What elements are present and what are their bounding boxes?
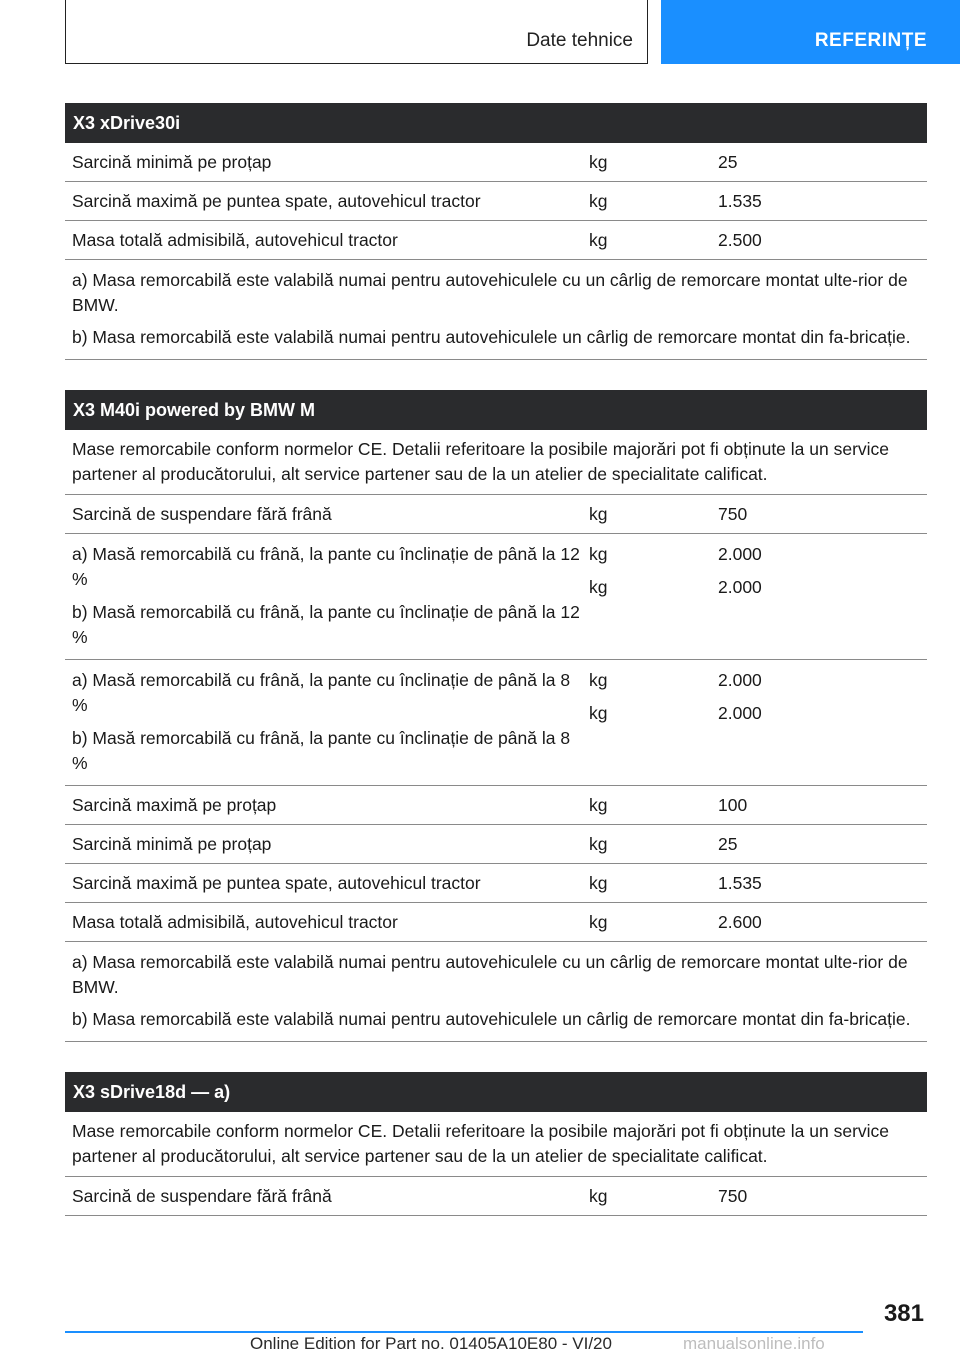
row-unit-b: kg bbox=[589, 577, 608, 597]
row-value: 100 bbox=[718, 794, 748, 815]
row-unit: kg bbox=[589, 190, 608, 211]
row-value: 1.535 bbox=[718, 190, 762, 211]
footnote-b: b) Masa remorcabilă este valabilă numai pentru autovehiculele un cârlig de remorcare montat din fa-bricație. bbox=[72, 327, 911, 347]
table-row bbox=[65, 143, 927, 182]
table-row bbox=[65, 903, 927, 942]
footnote-b: b) Masa remorcabilă este valabilă numai pentru autovehiculele un cârlig de remorcare montat din fa-bricație. bbox=[72, 1009, 911, 1029]
row-value-b: 2.000 bbox=[718, 703, 762, 723]
page-number: 381 bbox=[883, 1300, 924, 1327]
row-label-a: a) Masă remorcabilă cu frână, la pante cu înclinație de până la 12 % bbox=[72, 544, 580, 589]
section-x3-xdrive30i bbox=[65, 103, 927, 360]
table-row bbox=[65, 660, 927, 786]
page-header bbox=[0, 0, 960, 66]
row-value-a: 2.000 bbox=[718, 670, 762, 690]
row-label-b: b) Masă remorcabilă cu frână, la pante cu înclinație de până la 12 % bbox=[72, 602, 580, 647]
section-intro: Mase remorcabile conform normelor CE. Detalii referitoare la posibile majorări pot fi obținute la un service partener al producătorului, alt service partener sau de la un atelier de specialitate calificat. bbox=[65, 430, 927, 495]
footnote-a: a) Masa remorcabilă este valabilă numai pentru autovehiculele cu un cârlig de remorcare montat ulte-rior de BMW. bbox=[72, 952, 908, 997]
section-tab-label: Date tehnice bbox=[526, 30, 633, 51]
row-value: 2.500 bbox=[718, 229, 762, 250]
row-value: 25 bbox=[718, 833, 738, 854]
row-unit: kg bbox=[589, 1185, 608, 1206]
row-unit: kg bbox=[589, 911, 608, 932]
row-value: 750 bbox=[718, 1185, 748, 1206]
row-value bbox=[711, 542, 927, 600]
row-unit bbox=[582, 668, 711, 726]
chapter-tab-references[interactable] bbox=[661, 0, 960, 64]
row-unit: kg bbox=[589, 151, 608, 172]
row-label bbox=[65, 542, 582, 650]
row-unit bbox=[582, 542, 711, 600]
footer-divider bbox=[65, 1331, 863, 1333]
row-label: Sarcină de suspendare fără frână bbox=[72, 1185, 332, 1206]
row-label: Masa totală admisibilă, autovehicul tractor bbox=[72, 911, 398, 932]
footer-watermark: manualsonline.info bbox=[683, 1334, 825, 1353]
table-row bbox=[65, 495, 927, 534]
section-title: X3 M40i powered by BMW M bbox=[65, 390, 927, 430]
footer-edition: Online Edition for Part no. 01405A10E80 - VI/20 bbox=[250, 1334, 612, 1353]
section-intro: Mase remorcabile conform normelor CE. Detalii referitoare la posibile majorări pot fi obținute la un service partener al producătorului, alt service partener sau de la un atelier de specialitate calificat. bbox=[65, 1112, 927, 1177]
row-unit: kg bbox=[589, 872, 608, 893]
table-row bbox=[65, 786, 927, 825]
row-unit: kg bbox=[589, 229, 608, 250]
row-label: Masa totală admisibilă, autovehicul tractor bbox=[72, 229, 398, 250]
table-row bbox=[65, 825, 927, 864]
row-value-a: 2.000 bbox=[718, 544, 762, 564]
row-label: Sarcină minimă pe proțap bbox=[72, 151, 272, 172]
row-unit-a: kg bbox=[589, 544, 608, 564]
table-row bbox=[65, 221, 927, 260]
row-value bbox=[711, 668, 927, 726]
section-x3-sdrive18d bbox=[65, 1072, 927, 1216]
table-row bbox=[65, 864, 927, 903]
row-label: Sarcină maximă pe puntea spate, autovehicul tractor bbox=[72, 872, 481, 893]
row-unit: kg bbox=[589, 833, 608, 854]
table-row bbox=[65, 182, 927, 221]
row-label: Sarcină de suspendare fără frână bbox=[72, 503, 332, 524]
row-label: Sarcină maximă pe puntea spate, autovehicul tractor bbox=[72, 190, 481, 211]
table-row bbox=[65, 1177, 927, 1216]
row-value: 1.535 bbox=[718, 872, 762, 893]
table-row bbox=[65, 534, 927, 660]
row-value: 2.600 bbox=[718, 911, 762, 932]
row-label-b: b) Masă remorcabilă cu frână, la pante cu înclinație de până la 8 % bbox=[72, 728, 571, 773]
row-label bbox=[65, 668, 582, 776]
page-content bbox=[65, 103, 927, 1246]
section-x3-m40i bbox=[65, 390, 927, 1042]
chapter-tab-label: REFERINȚE bbox=[814, 30, 927, 51]
footnotes bbox=[65, 260, 927, 360]
row-value: 25 bbox=[718, 151, 738, 172]
row-label-a: a) Masă remorcabilă cu frână, la pante cu înclinație de până la 8 % bbox=[72, 670, 571, 715]
row-value: 750 bbox=[718, 503, 748, 524]
section-title: X3 xDrive30i bbox=[65, 103, 927, 143]
footnotes bbox=[65, 942, 927, 1042]
row-label: Sarcină minimă pe proțap bbox=[72, 833, 272, 854]
row-unit-b: kg bbox=[589, 703, 608, 723]
section-tab-technical-data[interactable] bbox=[65, 0, 648, 64]
row-label: Sarcină maximă pe proțap bbox=[72, 794, 277, 815]
footnote-a: a) Masa remorcabilă este valabilă numai pentru autovehiculele cu un cârlig de remorcare montat ulte-rior de BMW. bbox=[72, 270, 908, 315]
row-unit: kg bbox=[589, 794, 608, 815]
section-title: X3 sDrive18d — a) bbox=[65, 1072, 927, 1112]
row-unit-a: kg bbox=[589, 670, 608, 690]
row-unit: kg bbox=[589, 503, 608, 524]
row-value-b: 2.000 bbox=[718, 577, 762, 597]
